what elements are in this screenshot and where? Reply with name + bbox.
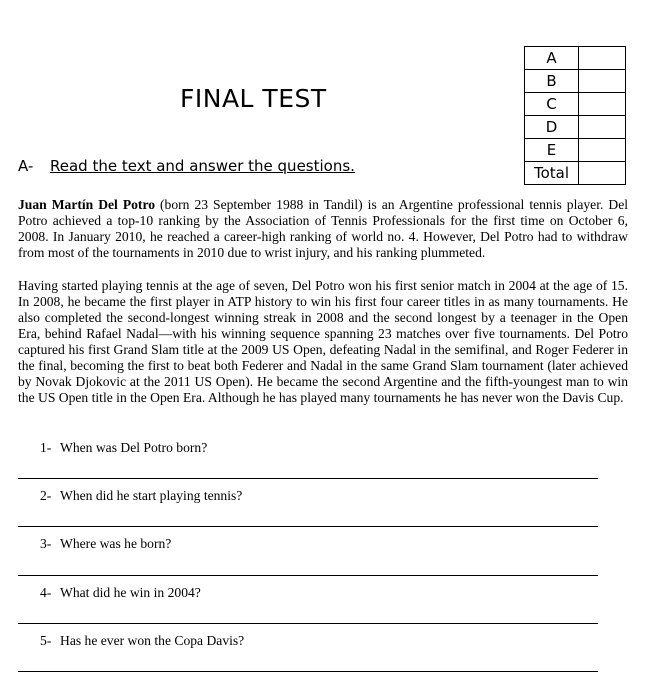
section-instruction: Read the text and answer the questions.	[50, 157, 355, 175]
score-label: C	[525, 93, 579, 116]
question-1	[40, 440, 207, 456]
score-row	[525, 70, 626, 93]
section-letter: A-	[18, 157, 34, 175]
answer-line-3[interactable]	[18, 575, 598, 576]
question-number: 2-	[40, 488, 52, 503]
question-text: When was Del Potro born?	[60, 440, 208, 455]
player-name: Juan Martín Del Potro	[18, 197, 156, 212]
passage-paragraph-1	[18, 197, 628, 261]
passage-paragraph-2: Having started playing tennis at the age of seven, Del Potro won his first senior match in 2004 at the age of 15. In 2008, he became the first player in ATP history to win his first four career titles in as many tournaments. He also completed the second-longest winning streak in 2008 and the second longest by a teenager in the Open Era, behind Rafael Nadal—with his winning sequence spanning 23 matches over five tournaments. Del Potro captured his first Grand Slam title at the 2009 US Open, defeating Nadal in the semifinal, and Roger Federer in the final, becoming the first to beat both Federer and Nadal in the same Grand Slam tournament (later achieved by Novak Djokovic at the 2011 US Open). He became the second Argentine and the fifth-youngest man to win the US Open title in the Open Era. Although he has played many tournaments he has never won the Davis Cup.	[18, 278, 628, 405]
answer-line-5[interactable]	[18, 671, 598, 672]
score-cell[interactable]	[579, 116, 626, 139]
score-row	[525, 47, 626, 70]
score-cell[interactable]	[579, 93, 626, 116]
question-3	[40, 536, 171, 552]
answer-line-4[interactable]	[18, 623, 598, 624]
question-text: What did he win in 2004?	[60, 585, 201, 600]
section-heading	[18, 157, 355, 175]
score-label: E	[525, 139, 579, 162]
score-label: B	[525, 70, 579, 93]
question-number: 1-	[40, 440, 52, 455]
answer-line-2[interactable]	[18, 526, 598, 527]
question-number: 3-	[40, 536, 52, 551]
score-label: A	[525, 47, 579, 70]
score-cell[interactable]	[579, 139, 626, 162]
score-label: D	[525, 116, 579, 139]
question-text: When did he start playing tennis?	[60, 488, 243, 503]
score-cell[interactable]	[579, 162, 626, 185]
answer-line-1[interactable]	[18, 478, 598, 479]
question-2	[40, 488, 242, 504]
score-table	[524, 46, 626, 185]
question-number: 4-	[40, 585, 52, 600]
score-cell[interactable]	[579, 47, 626, 70]
question-text: Has he ever won the Copa Davis?	[60, 633, 245, 648]
score-cell[interactable]	[579, 70, 626, 93]
question-4	[40, 585, 201, 601]
question-text: Where was he born?	[60, 536, 172, 551]
score-row	[525, 139, 626, 162]
page-title: FINAL TEST	[180, 84, 327, 113]
score-label: Total	[525, 162, 579, 185]
score-row	[525, 93, 626, 116]
score-row	[525, 116, 626, 139]
score-row	[525, 162, 626, 185]
question-5	[40, 633, 244, 649]
question-number: 5-	[40, 633, 52, 648]
paragraph-1-text: (born 23 September 1988 in Tandil) is an Argentine professional tennis player. Del Potro achieved a top-10 ranking by the Association of Tennis Professionals for the first time on October 6, 2008. In January 2010, he reached a career-high ranking of world no. 4. However, Del Potro had to withdraw from most of the tournaments in 2010 due to wrist injury, and his ranking plummeted.	[18, 197, 629, 260]
